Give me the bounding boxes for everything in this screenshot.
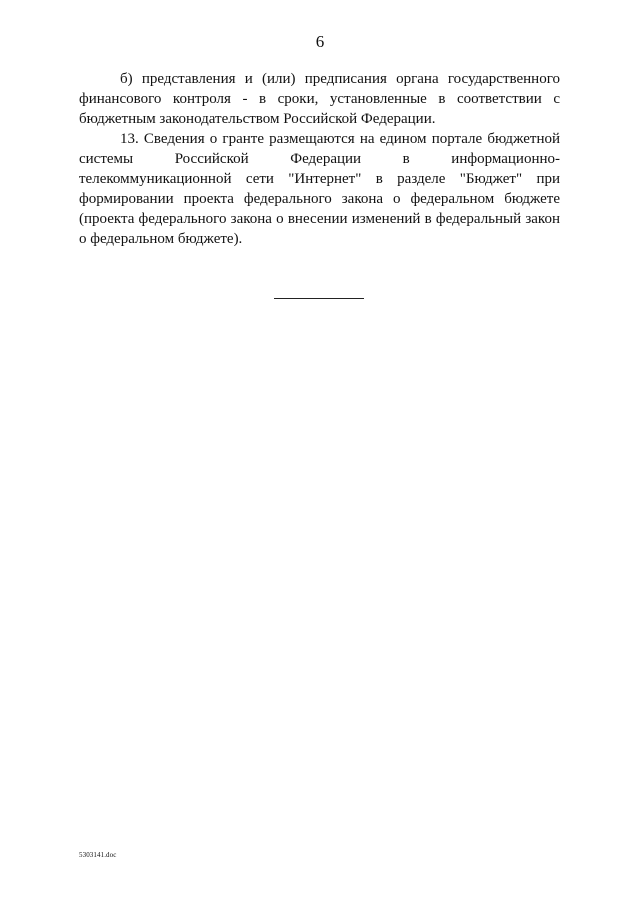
paragraph-b-item: б) представления и (или) предписания органа государственного финансового контроля - в сроки, установленные в соответствии с бюджетным законодательством Российской Федерации. [79,71,560,127]
document-file-id: 5303141.doc [79,851,117,859]
page-number: 6 [315,32,325,51]
end-of-text-rule [274,298,364,299]
paragraph-13: 13. Сведения о гранте размещаются на едином портале бюджетной системы Российской Федерации в информационно-телекоммуникационной сети "Интернет" в разделе "Бюджет" при формировании проекта федерального закона о федеральном бюджете (проекта федерального закона о внесении изменений в федеральный закон о федеральном бюджете). [79,131,560,247]
document-body [79,69,560,249]
